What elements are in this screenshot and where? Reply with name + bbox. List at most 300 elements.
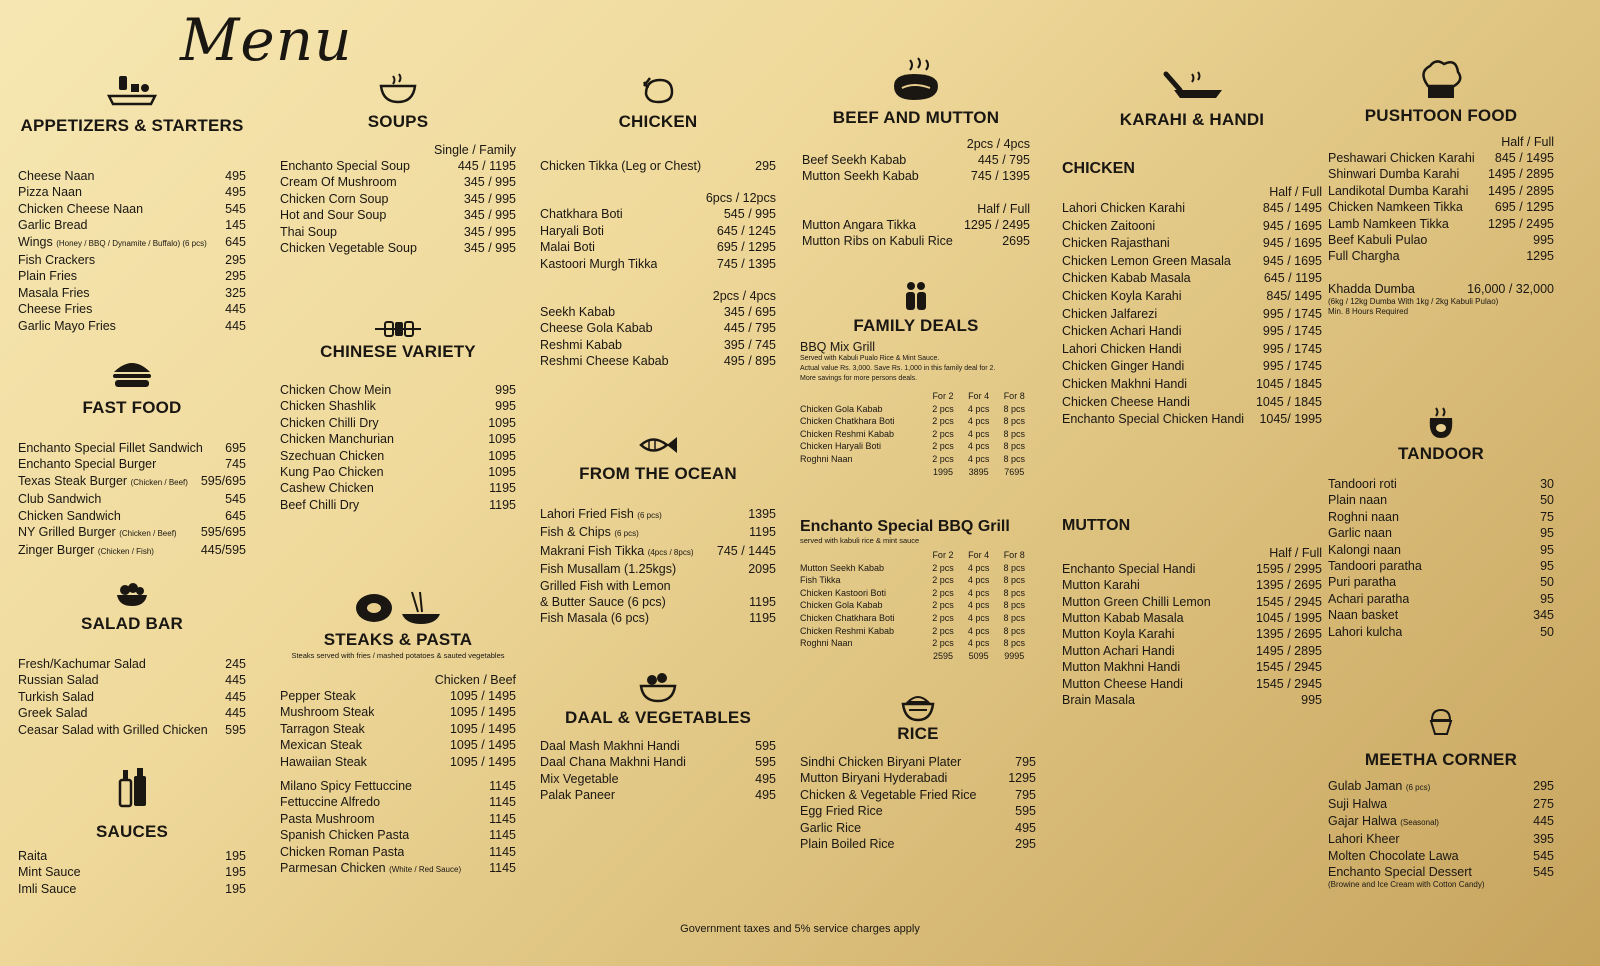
list-item [1328, 509, 1554, 525]
tandoor-oven-icon [1426, 404, 1456, 440]
item-name-text: Egg Fried Rice [800, 804, 883, 819]
list-item [1062, 643, 1322, 659]
list-item [540, 738, 776, 754]
item-name-text: Mutton Ribs on Kabuli Rice [802, 234, 953, 249]
item-name [18, 318, 116, 334]
grid-cell: 8 pcs [1003, 416, 1025, 427]
item-name-text: Mutton Angara Tikka [802, 217, 916, 232]
list-item [280, 240, 516, 256]
grid-row [800, 612, 1032, 625]
grid-row-name: Roghni Naan [800, 453, 853, 464]
grid-col-header: For 4 [968, 391, 990, 401]
item-name [1062, 323, 1182, 341]
item-name-text: Fish Crackers [18, 253, 96, 268]
item-name-text: Thai Soup [280, 224, 337, 239]
item-price: 1545 / 2945 [1255, 594, 1322, 609]
item-name [280, 860, 461, 878]
item-name-text: Reshmi Cheese Kabab [540, 354, 669, 369]
item-name-text: Mutton Biryani Hyderabadi [800, 771, 948, 786]
item-price: 495 [225, 185, 246, 200]
family-heading: FAMILY DEALS [853, 316, 979, 335]
grid-header [800, 390, 1032, 403]
item-price: 1195 [749, 525, 776, 540]
list-item [18, 524, 246, 542]
item-price: 995 / 1745 [1262, 306, 1322, 321]
item-name-text: Chicken Sandwich [18, 508, 121, 523]
item-price: 1095 / 1495 [449, 705, 516, 720]
meetha-section [1328, 708, 1554, 890]
list-item [1062, 411, 1322, 429]
grid-row-name: Chicken Reshmi Kabab [800, 625, 895, 636]
item-name-text: Chicken Cheese Handi [1062, 394, 1190, 409]
appetizers-list [18, 168, 246, 334]
item-price: 1095 [488, 465, 516, 480]
karahi-subhead-1: Half / Full [1269, 185, 1322, 199]
khadda-note: Min. 8 Hours Required [1328, 307, 1409, 317]
item-price: 50 [1540, 624, 1554, 639]
item-name-text: Enchanto Special Soup [280, 159, 410, 173]
list-item [280, 688, 516, 704]
karahi-mutton-list [1062, 561, 1322, 709]
item-name-text: Mutton Karahi [1062, 578, 1140, 593]
item-price: 445 [225, 673, 246, 688]
item-name-text: Chicken Jalfarezi [1062, 306, 1158, 321]
item-name [800, 820, 861, 836]
item-name [1328, 166, 1459, 182]
list-item [280, 860, 516, 878]
grid-row-name: Chicken Kastoori Boti [800, 587, 887, 598]
item-price: 745 / 1395 [970, 169, 1030, 184]
item-name: Khadda Dumba [1328, 281, 1415, 296]
chicken-list-2 [540, 206, 776, 272]
item-name [280, 688, 356, 704]
item-name-text: Molten Chocolate Lawa [1328, 848, 1459, 863]
item-name-text: Imli Sauce [18, 881, 77, 896]
item-price: 445 / 795 [723, 321, 776, 336]
item-price: 545 [1533, 865, 1554, 880]
grid-row-name: Chicken Reshmi Kabab [800, 428, 895, 439]
item-name [280, 844, 404, 860]
item-name-text: Daal Mash Makhni Handi [540, 739, 680, 753]
item-price: 395 [1533, 832, 1554, 847]
list-item [1328, 542, 1554, 558]
item-name [18, 864, 81, 880]
item-name-text: Chicken Chow Mein [280, 383, 392, 397]
soup-bowl-icon [378, 72, 418, 106]
item-name [540, 158, 701, 174]
item-name-text: Chicken Rajasthani [1062, 236, 1170, 251]
item-name-text: Mutton Cheese Handi [1062, 676, 1183, 691]
item-name [540, 256, 657, 272]
item-price: 195 [225, 865, 246, 880]
grid-cell: 9995 [1004, 650, 1025, 661]
soups-section [280, 72, 516, 256]
list-item [1328, 232, 1554, 248]
list-item [802, 168, 1030, 184]
cupcake-icon [1428, 708, 1454, 736]
item-note: (6 pcs) [614, 529, 639, 539]
item-name [1062, 577, 1140, 593]
item-price: 695 / 1295 [1494, 200, 1554, 215]
list-item [1328, 607, 1554, 623]
item-name [18, 268, 77, 284]
list-item [802, 233, 1030, 249]
item-price: 75 [1540, 509, 1554, 524]
item-name [280, 398, 376, 414]
list-item [280, 811, 516, 827]
item-name-text: Cheese Naan [18, 169, 95, 183]
item-name [802, 233, 953, 249]
item-name-text: Beef Kabuli Pulao [1328, 233, 1428, 248]
list-item [18, 268, 246, 284]
fastfood-list [18, 440, 246, 561]
grid-cell: 8 pcs [1003, 625, 1025, 636]
karahi-mutton-heading: MUTTON [1062, 516, 1131, 534]
item-name-text: Enchanto Special Burger [18, 457, 157, 472]
item-price: 1495 / 2895 [1487, 167, 1554, 182]
list-item [1062, 323, 1322, 341]
item-name-text: Enchanto Special Dessert [1328, 865, 1472, 880]
item-name [1328, 558, 1422, 574]
beef-subhead-1: 2pcs / 4pcs [966, 137, 1030, 151]
item-price: 595 [755, 755, 776, 770]
list-item [1328, 778, 1554, 796]
item-name-text: Szechuan Chicken [280, 448, 385, 463]
list-item [1328, 831, 1554, 847]
grid-cell: 4 pcs [967, 612, 990, 623]
list-item [280, 415, 516, 431]
list-item [1328, 624, 1554, 640]
grid-cell: 4 pcs [967, 441, 990, 452]
item-name-text: Beef Seekh Kabab [802, 153, 907, 167]
item-name [1328, 542, 1401, 558]
item-name-text: Tandoori paratha [1328, 559, 1422, 574]
item-name-text: Shinwari Dumba Karahi [1328, 167, 1460, 182]
item-name [280, 415, 379, 431]
item-name-text: Chicken Corn Soup [280, 191, 389, 206]
list-item [540, 223, 776, 239]
item-note: (Chicken / Beef) [119, 529, 177, 539]
grid-cell: 2 pcs [932, 403, 954, 414]
item-price: 645 [225, 234, 246, 249]
list-item [280, 464, 516, 480]
item-price: 945 / 1695 [1262, 253, 1322, 268]
item-name-text: Mutton Achari Handi [1062, 643, 1175, 658]
item-price: 295 [1533, 779, 1554, 793]
list-item [1328, 796, 1554, 812]
list-item [1062, 376, 1322, 394]
item-price: 1595 / 2995 [1255, 561, 1322, 576]
salad-list [18, 656, 246, 738]
grid-cell: 4 pcs [967, 625, 990, 636]
item-price: 295 [225, 269, 246, 284]
item-price: 595 [755, 739, 776, 753]
list-item [280, 174, 516, 190]
grid-cell: 5095 [968, 650, 989, 661]
ocean-section [540, 432, 776, 627]
item-price: 945 / 1695 [1262, 218, 1322, 233]
list-item [540, 578, 776, 594]
item-name [280, 737, 362, 753]
item-name-text: Tandoori roti [1328, 477, 1397, 491]
item-name [280, 754, 367, 770]
item-price: 1095 / 1495 [449, 689, 516, 703]
item-name-text: Chicken Shashlik [280, 399, 376, 414]
sauces-list [18, 848, 246, 897]
item-name-text: Mushroom Steak [280, 705, 375, 720]
item-price: 1495 / 2895 [1255, 643, 1322, 658]
salad-section [18, 582, 246, 738]
list-item [18, 252, 246, 268]
item-name-text: Mutton Green Chilli Lemon [1062, 594, 1211, 609]
beef-list-1 [802, 152, 1030, 185]
list-item [1062, 577, 1322, 593]
item-name-text: Kastoori Murgh Tikka [540, 256, 658, 271]
item-name [280, 480, 374, 496]
grid-cell: 2 pcs [932, 600, 954, 611]
item-name [18, 473, 188, 491]
item-price: 95 [1540, 542, 1554, 557]
item-name [18, 722, 208, 738]
list-item [1062, 358, 1322, 376]
item-name-text: Chicken Chilli Dry [280, 415, 379, 430]
item-name [1328, 813, 1439, 831]
grid-row-name: Chicken Chatkhara Boti [800, 416, 895, 427]
list-item [540, 304, 776, 320]
item-name-text: Chicken Roman Pasta [280, 844, 405, 859]
list-item [280, 224, 516, 240]
item-price: 1095 [488, 415, 516, 430]
item-price: 1495 / 2895 [1487, 183, 1554, 198]
item-name [18, 848, 47, 864]
grid-cell: 2 pcs [932, 441, 954, 452]
grid-row [800, 562, 1032, 575]
item-name [1062, 676, 1183, 692]
item-price: 495 [755, 788, 776, 803]
item-name [1062, 200, 1185, 218]
list-item [1062, 306, 1322, 324]
pushtoon-heading: PUSHTOON FOOD [1364, 106, 1518, 125]
list-item [1062, 288, 1322, 306]
steak-icon [890, 56, 942, 102]
item-name-text: Lahori Fried Fish [540, 507, 634, 521]
item-name [1328, 848, 1459, 864]
item-price: 995 [1301, 692, 1322, 707]
item-name [1062, 306, 1157, 324]
item-name [540, 610, 649, 626]
item-name [1062, 626, 1175, 642]
item-name [280, 704, 374, 720]
item-name [280, 174, 397, 190]
item-name [1062, 376, 1187, 394]
item-name [280, 224, 337, 240]
grid-cell: 2 pcs [932, 453, 954, 464]
item-name [802, 168, 919, 184]
list-item [18, 848, 246, 864]
family-deal-note: Served with Kabuli Pualo Rice & Mint Sauce. [800, 355, 940, 362]
item-name-text: Spanish Chicken Pasta [280, 828, 410, 843]
ocean-heading: FROM THE OCEAN [579, 464, 737, 483]
bbq-heading: Enchanto Special BBQ Grill [800, 518, 1010, 535]
item-name-text: & Butter Sauce (6 pcs) [540, 595, 666, 610]
khadda-item [1328, 281, 1554, 317]
meetha-list [1328, 778, 1554, 880]
list-item [1328, 848, 1554, 864]
item-name [280, 827, 409, 843]
bbq-grid [800, 549, 1032, 662]
grid-cell: 1995 [932, 466, 953, 477]
item-name [280, 778, 412, 794]
item-name [540, 223, 604, 239]
grid-cell: 8 pcs [1003, 453, 1025, 464]
list-item [1062, 270, 1322, 288]
item-note: (Chicken / Fish) [97, 547, 154, 557]
grid-col-header: For 4 [968, 550, 990, 560]
grid-cell: 4 pcs [967, 562, 990, 573]
list-item [540, 754, 776, 770]
grid-row [800, 625, 1032, 638]
item-price: 1395 [748, 507, 776, 521]
dessert-note: (Browine and Ice Cream with Cotton Candy) [1328, 880, 1485, 890]
chicken-icon [638, 72, 678, 106]
item-price: 595/695 [200, 525, 246, 540]
rice-section [800, 690, 1036, 852]
item-name-text: Chicken Cheese Naan [18, 201, 144, 216]
item-name-text: Enchanto Special Fillet Sandwich [18, 441, 203, 455]
item-name [1062, 235, 1170, 253]
item-name [18, 524, 177, 542]
item-name [18, 201, 143, 217]
item-name-text: Chicken Makhni Handi [1062, 376, 1188, 391]
grid-cell: 8 pcs [1003, 587, 1025, 598]
list-item [280, 778, 516, 794]
item-name-text: Chicken Achari Handi [1062, 324, 1182, 339]
pushtoon-subhead: Half / Full [1501, 135, 1554, 149]
item-name [540, 304, 615, 320]
item-name [280, 497, 359, 513]
item-price: 545 [225, 201, 246, 216]
vegetable-bowl-icon [638, 670, 678, 704]
item-price: 1145 [489, 811, 516, 826]
beef-heading: BEEF AND MUTTON [832, 108, 1000, 127]
list-item [800, 820, 1036, 836]
grid-cell: 2 pcs [932, 562, 954, 573]
item-price: 95 [1540, 526, 1554, 541]
item-price: 995 [1533, 233, 1554, 248]
item-price: 1545 / 2945 [1255, 676, 1322, 691]
list-item [18, 689, 246, 705]
list-item [1328, 813, 1554, 831]
item-name-text: Landikotal Dumba Karahi [1328, 183, 1469, 198]
list-item [1062, 253, 1322, 271]
item-price: 2095 [748, 562, 776, 577]
list-item [1062, 676, 1322, 692]
item-price: 495 [755, 771, 776, 786]
grid-header [800, 549, 1032, 562]
item-name-text: Cream Of Mushroom [280, 175, 397, 190]
item-price: 1145 [489, 861, 516, 876]
daal-heading: DAAL & VEGETABLES [564, 708, 751, 727]
item-name-text: Brain Masala [1062, 692, 1135, 707]
item-name [1328, 199, 1463, 215]
list-item [540, 594, 776, 610]
item-price: 745 / 1445 [716, 543, 776, 558]
item-name-text: Enchanto Special Handi [1062, 561, 1196, 576]
item-name-text: Garlic naan [1328, 526, 1392, 541]
list-item [540, 543, 776, 561]
item-name [280, 721, 365, 737]
item-price: 545 [225, 492, 246, 507]
grid-cell: 4 pcs [967, 600, 990, 611]
item-name [18, 542, 154, 560]
family-deal-title: BBQ Mix Grill [800, 340, 875, 354]
grid-cell: 4 pcs [967, 575, 990, 586]
item-note: (Seasonal) [1400, 817, 1439, 827]
salad-heading: SALAD BAR [81, 614, 183, 633]
list-item [1062, 692, 1322, 708]
list-item [18, 234, 246, 252]
item-name [540, 206, 623, 222]
list-item [18, 864, 246, 880]
item-name [18, 508, 121, 524]
item-name-text: Chicken Kabab Masala [1062, 271, 1191, 286]
grid-cell: 8 pcs [1003, 403, 1025, 414]
karahi-pan-icon [1158, 68, 1226, 104]
grid-row-name: Roghni Naan [800, 638, 853, 649]
list-item [1328, 476, 1554, 492]
item-price: 995 / 1745 [1262, 341, 1322, 356]
item-price: 1145 [489, 828, 516, 843]
list-item [1328, 864, 1554, 880]
item-name [1328, 525, 1392, 541]
list-item [1062, 235, 1322, 253]
grid-col-header: For 2 [932, 550, 954, 560]
soups-heading: SOUPS [367, 112, 429, 131]
list-item [800, 754, 1036, 770]
item-name [800, 836, 895, 852]
list-item [1328, 150, 1554, 166]
item-name-text: Turkish Salad [18, 689, 94, 704]
list-item [1328, 492, 1554, 508]
list-item [540, 337, 776, 353]
item-price: 545 / 995 [723, 207, 776, 222]
item-name [1328, 831, 1400, 847]
item-name-text: Mix Vegetable [540, 771, 619, 786]
list-item [1328, 591, 1554, 607]
item-name-text: Lahori Kheer [1328, 832, 1400, 847]
fish-icon [637, 432, 679, 458]
list-item [18, 184, 246, 200]
pushtoon-list [1328, 150, 1554, 265]
item-name [1328, 574, 1396, 590]
list-item [1328, 558, 1554, 574]
item-name [18, 705, 87, 721]
list-item [1328, 281, 1554, 297]
item-name [1328, 778, 1430, 796]
sauces-heading: SAUCES [95, 822, 169, 841]
list-item [280, 754, 516, 770]
grid-row [800, 415, 1032, 428]
list-item [280, 191, 516, 207]
chicken-list-3 [540, 304, 776, 370]
item-price: 1095 / 1495 [449, 754, 516, 769]
pasta-list [280, 778, 516, 878]
grid-row-name: Chicken Gola Kabab [800, 403, 883, 414]
list-item [18, 217, 246, 233]
item-price: 1045 / 1995 [1255, 610, 1322, 625]
grid-row-name [800, 466, 925, 479]
grid-row [800, 466, 1032, 479]
